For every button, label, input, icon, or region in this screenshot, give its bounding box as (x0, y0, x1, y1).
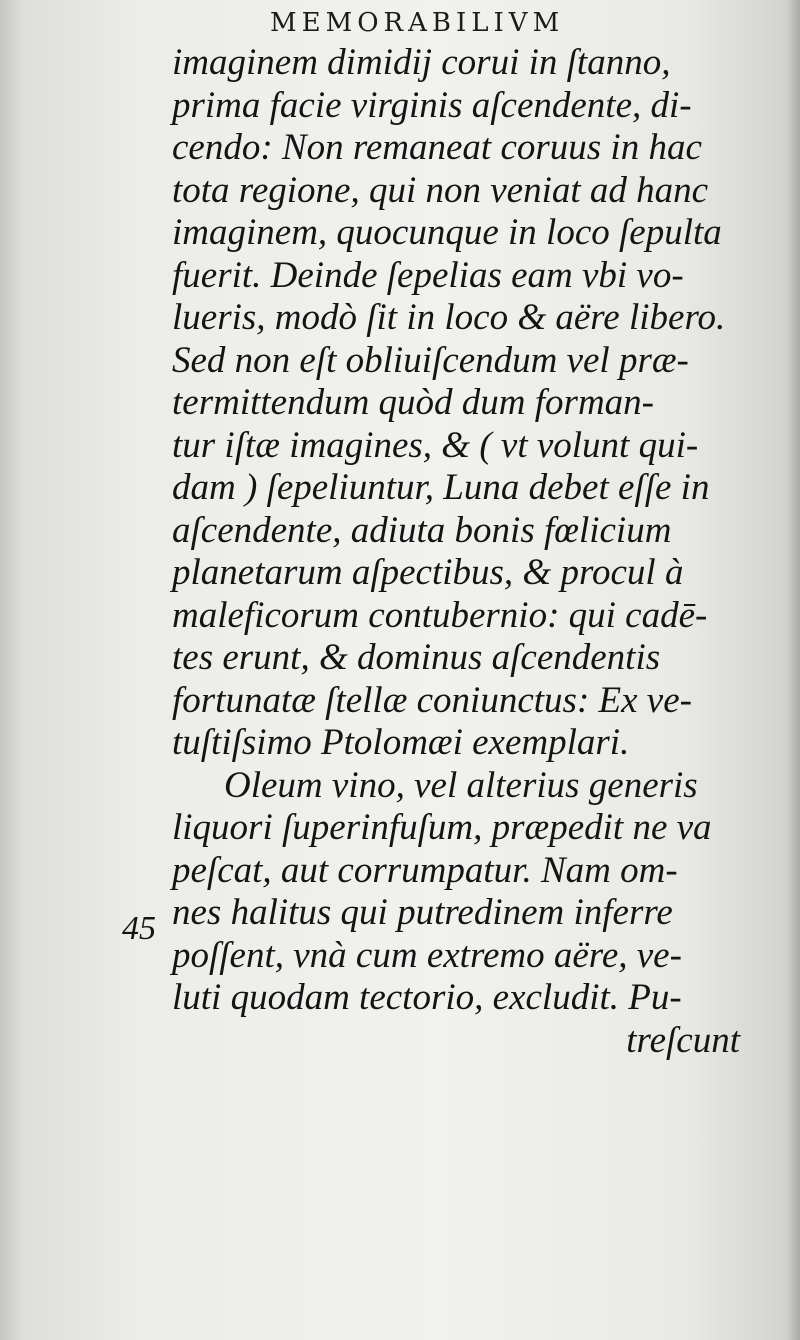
text-line: poſſent, vnà cum extremo aëre, ve- (172, 934, 682, 976)
text-line: Sed non eſt obliuiſcendum vel præ- (172, 339, 689, 381)
text-line: termittendum quòd dum forman- (172, 382, 654, 423)
text-line: planetarum aſpectibus, & procul à (172, 552, 684, 593)
text-line: liquori ſuperinfuſum, præpedit ne va (172, 807, 712, 848)
text-line: prima facie virginis aſcendente, di- (172, 84, 692, 126)
text-line: lueris, modò ſit in loco & aëre libero. (172, 297, 726, 338)
paragraph-first-line: Oleum vino, vel alterius generis (224, 764, 698, 806)
page-edge-shadow-right (786, 0, 800, 1340)
text-line: peſcat, aut corrumpatur. Nam om- (172, 849, 678, 891)
text-line: fuerit. Deinde ſepelias eam vbi vo- (172, 254, 684, 296)
text-line: imaginem dimidij corui in ſtanno, (172, 42, 671, 83)
text-line: imaginem, quocunque in loco ſepulta (172, 212, 722, 253)
margin-note-number: 45 (122, 910, 156, 947)
text-line: tes erunt, & dominus aſcendentis (172, 637, 661, 678)
text-line: cendo: Non remaneat coruus in hac (172, 127, 702, 168)
text-line: dam ) ſepeliuntur, Luna debet eſſe in (172, 467, 710, 508)
text-line: aſcendente, adiuta bonis fœlicium (172, 509, 672, 551)
text-line: maleficorum contubernio: qui cadē- (172, 594, 708, 636)
text-line: tota regione, qui non veniat ad hanc (172, 169, 709, 211)
text-line: fortunatæ ſtellæ coniunctus: Ex ve- (172, 679, 692, 721)
running-title: MEMORABILIVM (270, 8, 565, 38)
body-text (172, 42, 752, 1062)
text-line: tuſtiſsimo Ptolomæi exemplari. (172, 722, 630, 763)
catchword: treſcunt (626, 1019, 740, 1061)
page-edge-shadow-left (0, 0, 24, 1340)
text-line: luti quodam tectorio, excludit. Pu- (172, 977, 682, 1018)
text-line: nes halitus qui putredinem inferre (172, 892, 673, 933)
text-line: tur iſtæ imagines, & ( vt volunt qui- (172, 424, 699, 466)
